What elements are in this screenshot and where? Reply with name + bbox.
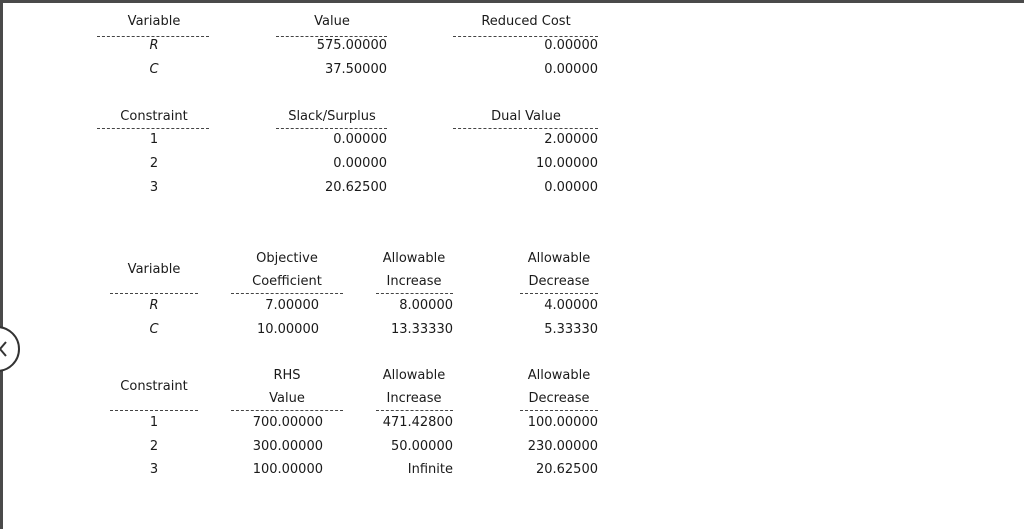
header-objective: Objective [256, 251, 318, 266]
divider [97, 128, 209, 129]
constraint-name: 2 [149, 439, 159, 454]
header-increase: Increase [386, 274, 442, 289]
previous-button[interactable] [0, 326, 20, 372]
divider [376, 410, 453, 411]
constraint-name: 3 [149, 462, 159, 477]
variable-reduced-cost: 0.00000 [544, 62, 598, 77]
header-allowable: Allowable [382, 368, 446, 383]
constraint-name: 1 [149, 132, 159, 147]
variable-name: C [149, 322, 159, 337]
variable-value: 37.50000 [324, 62, 387, 77]
chevron-left-icon [0, 341, 8, 357]
divider [110, 410, 198, 411]
divider [276, 36, 387, 37]
allowable-increase: 8.00000 [399, 298, 453, 313]
header-dual-value: Dual Value [491, 109, 561, 124]
divider [97, 36, 209, 37]
top-border [0, 0, 1024, 3]
allowable-decrease: 20.62500 [535, 462, 598, 477]
objective-coefficient: 7.00000 [265, 298, 319, 313]
constraint-name: 3 [149, 180, 159, 195]
divider [376, 293, 453, 294]
objective-coefficient: 10.00000 [256, 322, 319, 337]
variable-name: C [149, 62, 159, 77]
constraint-slack: 0.00000 [333, 132, 387, 147]
header-reduced-cost: Reduced Cost [481, 14, 571, 29]
allowable-decrease: 230.00000 [527, 439, 598, 454]
constraint-slack: 20.62500 [324, 180, 387, 195]
rhs-value: 700.00000 [252, 415, 323, 430]
rhs-value: 100.00000 [252, 462, 323, 477]
constraint-dual: 0.00000 [544, 180, 598, 195]
divider [231, 410, 343, 411]
divider [231, 293, 343, 294]
header-allowable: Allowable [527, 368, 591, 383]
variable-name: R [149, 38, 159, 53]
header-allowable: Allowable [382, 251, 446, 266]
constraint-slack: 0.00000 [333, 156, 387, 171]
constraint-name: 1 [149, 415, 159, 430]
divider [453, 128, 598, 129]
variable-reduced-cost: 0.00000 [544, 38, 598, 53]
header-rhs: RHS [273, 368, 301, 383]
header-coefficient: Coefficient [252, 274, 322, 289]
allowable-increase: 13.33330 [390, 322, 453, 337]
allowable-decrease: 4.00000 [544, 298, 598, 313]
left-border [0, 0, 3, 529]
header-decrease: Decrease [528, 274, 590, 289]
constraint-name: 2 [149, 156, 159, 171]
header-decrease: Decrease [528, 391, 590, 406]
rhs-value: 300.00000 [252, 439, 323, 454]
constraint-dual: 10.00000 [535, 156, 598, 171]
divider [110, 293, 198, 294]
divider [276, 128, 387, 129]
header-variable: Variable [127, 14, 181, 29]
allowable-increase: Infinite [407, 462, 453, 477]
allowable-decrease: 100.00000 [527, 415, 598, 430]
divider [453, 36, 598, 37]
header-value: Value [269, 391, 305, 406]
constraint-dual: 2.00000 [544, 132, 598, 147]
divider [520, 410, 598, 411]
header-constraint: Constraint [120, 379, 188, 394]
header-variable: Variable [127, 262, 181, 277]
allowable-increase: 50.00000 [390, 439, 453, 454]
variable-value: 575.00000 [316, 38, 387, 53]
header-value: Value [314, 14, 350, 29]
header-slack-surplus: Slack/Surplus [288, 109, 376, 124]
header-allowable: Allowable [527, 251, 591, 266]
variable-name: R [149, 298, 159, 313]
header-constraint: Constraint [120, 109, 188, 124]
header-increase: Increase [386, 391, 442, 406]
divider [520, 293, 598, 294]
allowable-decrease: 5.33330 [544, 322, 598, 337]
allowable-increase: 471.42800 [382, 415, 453, 430]
